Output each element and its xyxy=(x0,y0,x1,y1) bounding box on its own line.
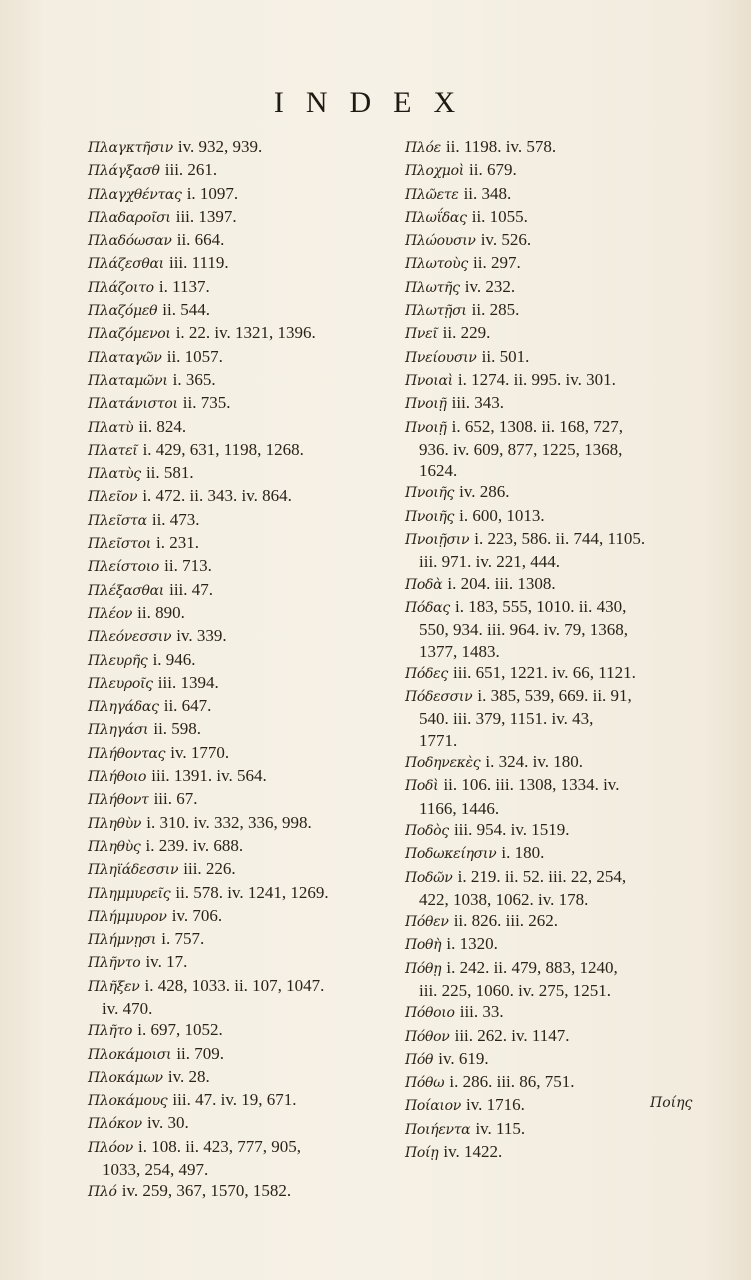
index-entry xyxy=(88,322,388,345)
index-entry xyxy=(88,742,388,765)
index-entry xyxy=(88,649,388,672)
index-entry xyxy=(88,392,388,415)
index-references: iii. 262. iv. 1147. xyxy=(454,1025,570,1045)
index-headword: Πόθον xyxy=(405,1028,450,1045)
index-references: i. 428, 1033. ii. 107, 1047. xyxy=(144,975,325,995)
index-headword: Ποδὶ xyxy=(405,778,439,795)
index-headword: Πλήθοντας xyxy=(88,745,166,762)
index-entry xyxy=(88,1019,388,1042)
index-entry xyxy=(88,788,388,811)
index-references: i. 180. xyxy=(501,843,545,863)
index-entry xyxy=(405,505,715,528)
index-entry xyxy=(88,765,388,788)
index-references: ii. 713. xyxy=(164,556,212,576)
index-references: ii. 664. xyxy=(176,230,225,250)
index-references: ii. 285. xyxy=(471,300,520,320)
index-headword: Ποδηνεκὲς xyxy=(405,755,481,772)
index-entry xyxy=(88,695,388,718)
index-references: iv. 526. xyxy=(480,230,532,250)
index-references: ii. 890. xyxy=(137,602,185,622)
index-headword: Ποδὸς xyxy=(405,822,449,839)
index-references: i. 183, 555, 1010. ii. 430, xyxy=(454,596,627,616)
index-references: iii. 1394. xyxy=(157,672,219,692)
index-headword: Πλό xyxy=(88,1184,117,1201)
index-column-right xyxy=(405,136,715,1164)
index-references: iii. 343. xyxy=(451,393,505,413)
index-headword: Πλάζεσθαι xyxy=(88,256,164,273)
index-entry xyxy=(88,439,388,462)
index-headword: Πλόον xyxy=(88,1139,133,1156)
index-headword: Πλῶετε xyxy=(405,186,459,203)
index-headword: Πλάγξασθ xyxy=(88,163,160,180)
index-entry xyxy=(88,183,388,206)
index-headword: Πόδες xyxy=(405,665,448,682)
index-references: i. 697, 1052. xyxy=(137,1020,223,1040)
index-headword: Πλαγκτῆσιν xyxy=(88,140,173,156)
index-references: i. 324. iv. 180. xyxy=(485,752,583,772)
index-references: i. 1274. ii. 995. iv. 301. xyxy=(457,369,616,389)
index-entry xyxy=(405,910,715,933)
index-references: ii. 598. xyxy=(153,719,202,739)
index-references: i. 365. xyxy=(172,369,216,389)
index-headword: Πόδας xyxy=(405,599,450,616)
index-references: ii. 709. xyxy=(176,1043,225,1063)
index-entry xyxy=(405,299,715,322)
index-references: iv. 1770. xyxy=(170,742,230,762)
index-entry xyxy=(88,625,388,648)
index-headword: Πνοιῇ xyxy=(405,419,447,436)
index-column-left xyxy=(88,136,388,1204)
index-entry xyxy=(405,842,715,865)
index-headword: Πλεῖον xyxy=(88,489,138,506)
index-headword: Πληϊάδεσσιν xyxy=(88,862,179,879)
index-headword: Πόθῃ xyxy=(405,960,442,977)
index-headword: Πλωτοὺς xyxy=(405,256,468,273)
index-references: i. 472. ii. 343. iv. 864. xyxy=(142,486,292,506)
index-continuation-line: 1377, 1483. xyxy=(419,641,500,661)
index-references: ii. 106. iii. 1308, 1334. iv. xyxy=(443,775,620,795)
index-entry xyxy=(88,905,388,928)
index-references: iv. 259, 367, 1570, 1582. xyxy=(121,1181,292,1201)
index-continuation-line: 422, 1038, 1062. iv. 178. xyxy=(419,889,589,909)
index-references: iii. 1119. xyxy=(168,253,229,273)
index-references: iv. 115. xyxy=(475,1118,526,1138)
index-references: i. 600, 1013. xyxy=(459,505,545,525)
index-continuation-line: 1166, 1446. xyxy=(419,798,500,818)
index-headword: Πλήμμυρον xyxy=(88,908,167,925)
index-entry xyxy=(88,462,388,485)
index-entry xyxy=(88,252,388,275)
index-entry xyxy=(405,957,715,980)
index-headword: Ποίαιον xyxy=(405,1098,461,1115)
index-references: iv. 932, 939. xyxy=(177,137,263,156)
index-headword: Πνοιῆς xyxy=(405,508,455,525)
index-headword: Πνοιῇ xyxy=(405,396,447,413)
index-headword: Πόδεσσιν xyxy=(405,689,473,706)
index-headword: Πληγάσι xyxy=(88,722,149,739)
index-headword: Πλαταμῶνι xyxy=(88,372,168,389)
index-references: i. 652, 1308. ii. 168, 727, xyxy=(451,416,624,436)
index-headword: Πληθὺν xyxy=(88,815,142,832)
index-entry xyxy=(88,136,388,159)
index-headword: Πλαζόμενοι xyxy=(88,326,171,343)
index-entry xyxy=(88,555,388,578)
index-headword: Πληγάδας xyxy=(88,699,159,716)
index-entry xyxy=(405,774,715,797)
index-headword: Πόθω xyxy=(405,1075,445,1092)
index-references: ii. 824. xyxy=(138,416,187,436)
index-references: ii. 348. xyxy=(463,183,512,203)
index-headword: Πληθὺς xyxy=(88,838,141,855)
index-references: ii. 1198. iv. 578. xyxy=(445,137,557,156)
catchword: Ποίης xyxy=(650,1095,693,1111)
index-headword: Πλωτῆς xyxy=(405,279,460,296)
index-headword: Ποδὰ xyxy=(405,576,443,593)
index-entry xyxy=(88,602,388,625)
index-headword: Πλατὺς xyxy=(88,466,141,483)
index-references: iii. 67. xyxy=(153,789,198,809)
index-references: ii. 1057. xyxy=(166,346,223,366)
index-headword: Πλώουσιν xyxy=(405,233,476,250)
index-entry xyxy=(405,229,715,252)
index-continuation-line: iv. 470. xyxy=(102,998,153,1018)
index-references: iv. 17. xyxy=(145,952,188,972)
index-entry xyxy=(88,718,388,741)
index-references: i. 242. ii. 479, 883, 1240, xyxy=(446,957,618,977)
index-entry xyxy=(405,662,715,685)
index-entry xyxy=(88,1136,388,1159)
index-references: iii. 1397. xyxy=(175,206,237,226)
index-references: i. 223, 586. ii. 744, 1105. xyxy=(474,529,646,549)
index-entry xyxy=(405,346,715,369)
running-head: INDEX xyxy=(273,86,478,119)
index-entry xyxy=(88,1089,388,1112)
index-references: i. 757. xyxy=(161,929,205,949)
index-entry xyxy=(405,1118,715,1141)
index-entry xyxy=(88,835,388,858)
index-entry xyxy=(405,1001,715,1024)
index-headword: Πλατὺ xyxy=(88,419,134,436)
index-headword: Ποδωκείησιν xyxy=(405,846,497,863)
index-headword: Πλεόνεσσιν xyxy=(88,629,172,646)
index-entry xyxy=(405,573,715,596)
index-references: iv. 1716. xyxy=(466,1095,525,1115)
index-references: ii. 735. xyxy=(182,393,231,413)
index-entry xyxy=(88,485,388,508)
index-continuation-line: 540. iii. 379, 1151. iv. 43, xyxy=(419,709,594,729)
index-headword: Πλευρῆς xyxy=(88,652,148,669)
index-references: i. 1320. xyxy=(446,934,498,954)
index-entry xyxy=(405,322,715,345)
index-references: iv. 232. xyxy=(464,276,516,296)
index-entry xyxy=(405,416,715,439)
index-entry xyxy=(88,416,388,439)
index-entry xyxy=(405,252,715,275)
index-headword: Πλαδόωσαν xyxy=(88,233,172,250)
index-references: i. 239. iv. 688. xyxy=(145,835,244,855)
index-references: ii. 647. xyxy=(163,696,212,716)
index-headword: Πνοιῆς xyxy=(405,485,455,502)
index-headword: Πνοιῇσιν xyxy=(405,532,470,549)
index-references: iii. 954. iv. 1519. xyxy=(453,819,570,839)
index-headword: Πλεῖστοι xyxy=(88,536,151,553)
index-entry xyxy=(88,951,388,974)
index-references: ii. 544. xyxy=(162,300,210,320)
index-headword: Πλήθοιο xyxy=(88,769,147,786)
index-headword: Πλωΐδας xyxy=(405,209,467,226)
index-references: iii. 33. xyxy=(459,1002,504,1022)
index-references: i. 429, 631, 1198, 1268. xyxy=(142,439,304,459)
index-headword: Πλάζοιτο xyxy=(88,279,154,296)
index-continuation-line: 1033, 254, 497. xyxy=(102,1160,209,1180)
index-entry xyxy=(88,206,388,229)
index-entry xyxy=(88,858,388,881)
index-headword: Πνείουσιν xyxy=(405,349,477,366)
index-entry xyxy=(88,299,388,322)
index-references: iv. 706. xyxy=(171,905,223,925)
index-headword: Πόθεν xyxy=(405,914,449,931)
index-entry xyxy=(88,532,388,555)
index-entry xyxy=(88,509,388,532)
index-headword: Πλόε xyxy=(405,140,441,156)
index-entry xyxy=(88,276,388,299)
index-continuation-line: 1624. xyxy=(419,461,458,481)
index-headword: Πλαδαροῖσι xyxy=(88,209,171,226)
index-references: i. 231. xyxy=(156,533,199,553)
index-entry xyxy=(88,229,388,252)
index-headword: Ποίῃ xyxy=(405,1145,439,1162)
index-headword: Πλοχμοὶ xyxy=(405,163,464,180)
index-entry xyxy=(405,481,715,504)
index-entry xyxy=(405,819,715,842)
index-headword: Ποθὴ xyxy=(405,937,442,954)
index-entry xyxy=(405,751,715,774)
index-headword: Πόθοιο xyxy=(405,1005,455,1022)
index-references: ii. 473. xyxy=(151,509,200,529)
index-continuation-line: 1771. xyxy=(419,730,458,750)
index-headword: Ποδῶν xyxy=(405,869,453,886)
index-headword: Πλαγχθέντας xyxy=(88,186,182,203)
index-references: i. 286. iii. 86, 751. xyxy=(449,1072,575,1092)
index-headword: Πλέξασθαι xyxy=(88,582,164,599)
index-headword: Πλατάνιστοι xyxy=(88,396,178,413)
index-headword: Πλήθοντ xyxy=(88,792,149,809)
index-headword: Πνεῖ xyxy=(405,326,438,343)
index-entry xyxy=(405,159,715,182)
index-entry xyxy=(405,1048,715,1071)
index-headword: Πλοκάμοισι xyxy=(88,1046,172,1063)
index-headword: Πλημμυρεῖς xyxy=(88,885,171,902)
index-entry xyxy=(405,1071,715,1094)
index-references: iv. 1422. xyxy=(443,1142,503,1162)
index-references: i. 310. iv. 332, 336, 998. xyxy=(146,812,312,832)
index-references: ii. 1055. xyxy=(471,206,528,226)
index-entry xyxy=(88,346,388,369)
index-headword: Πλατεῖ xyxy=(88,442,138,459)
index-references: ii. 826. iii. 262. xyxy=(453,911,559,931)
index-headword: Πόθ xyxy=(405,1051,434,1068)
index-references: ii. 581. xyxy=(145,463,194,483)
index-entry xyxy=(405,369,715,392)
index-references: ii. 501. xyxy=(481,346,530,366)
index-continuation-line: 936. iv. 609, 877, 1225, 1368, xyxy=(419,439,623,459)
index-entry xyxy=(88,882,388,905)
index-entry xyxy=(88,1066,388,1089)
index-entry xyxy=(88,928,388,951)
index-headword: Πλῆξεν xyxy=(88,978,140,995)
index-entry xyxy=(88,1112,388,1135)
index-references: ii. 679. xyxy=(469,160,517,180)
index-references: iii. 47. xyxy=(169,579,214,599)
index-references: iv. 30. xyxy=(146,1113,189,1133)
index-references: iii. 47. iv. 19, 671. xyxy=(172,1090,297,1110)
index-headword: Πλαταγῶν xyxy=(88,349,162,366)
index-entry xyxy=(405,136,715,159)
index-entry xyxy=(88,579,388,602)
index-entry xyxy=(88,1043,388,1066)
index-continuation-line: iii. 971. iv. 221, 444. xyxy=(419,552,561,572)
index-references: i. 22. iv. 1321, 1396. xyxy=(175,323,316,343)
index-headword: Πλῆτο xyxy=(88,1023,133,1040)
index-entry xyxy=(88,812,388,835)
index-entry xyxy=(405,183,715,206)
index-entry xyxy=(405,528,715,551)
index-entry xyxy=(405,933,715,956)
index-headword: Πλοκάμων xyxy=(88,1069,163,1086)
index-entry xyxy=(88,159,388,182)
index-references: iv. 286. xyxy=(459,482,510,502)
index-entry xyxy=(405,1025,715,1048)
index-entry xyxy=(405,685,715,708)
index-headword: Ποιήεντα xyxy=(405,1121,471,1138)
index-references: iii. 651, 1221. iv. 66, 1121. xyxy=(453,662,636,682)
index-entry xyxy=(88,369,388,392)
index-headword: Πλῆντο xyxy=(88,955,141,972)
index-headword: Πλευροῖς xyxy=(88,675,153,692)
index-entry xyxy=(88,1180,388,1203)
index-headword: Πλαζόμεθ xyxy=(88,303,158,320)
index-entry xyxy=(405,276,715,299)
index-references: i. 219. ii. 52. iii. 22, 254, xyxy=(457,866,627,886)
index-references: i. 1137. xyxy=(158,276,210,296)
index-entry xyxy=(405,1141,715,1164)
index-references: ii. 578. iv. 1241, 1269. xyxy=(175,882,329,902)
index-references: ii. 229. xyxy=(442,323,491,343)
index-references: iv. 28. xyxy=(167,1066,210,1086)
index-headword: Πλέον xyxy=(88,605,133,622)
index-references: i. 946. xyxy=(152,649,196,669)
index-headword: Πλοκάμους xyxy=(88,1093,168,1110)
index-headword: Πλόκον xyxy=(88,1116,142,1133)
index-references: iv. 339. xyxy=(176,626,227,646)
index-headword: Πλήμνῃσι xyxy=(88,932,157,949)
index-headword: Πλείστοιο xyxy=(88,559,160,576)
index-entry xyxy=(405,392,715,415)
index-references: i. 204. iii. 1308. xyxy=(447,573,556,593)
index-headword: Πλεῖστα xyxy=(88,512,147,529)
index-entry xyxy=(88,672,388,695)
index-headword: Πνοιαὶ xyxy=(405,372,453,389)
index-references: iv. 619. xyxy=(438,1048,489,1068)
index-references: iii. 1391. iv. 564. xyxy=(151,766,267,786)
index-continuation-line: iii. 225, 1060. iv. 275, 1251. xyxy=(419,980,612,1000)
index-references: i. 385, 539, 669. ii. 91, xyxy=(477,686,632,706)
index-headword: Πλωτῇσι xyxy=(405,303,467,320)
index-references: iii. 226. xyxy=(183,859,236,879)
index-references: i. 1097. xyxy=(186,183,239,203)
index-references: iii. 261. xyxy=(164,160,218,180)
index-entry xyxy=(405,206,715,229)
index-entry xyxy=(405,866,715,889)
index-references: ii. 297. xyxy=(473,253,521,273)
index-entry xyxy=(405,596,715,619)
index-references: i. 108. ii. 423, 777, 905, xyxy=(138,1136,301,1156)
index-entry xyxy=(88,975,388,998)
index-continuation-line: 550, 934. iii. 964. iv. 79, 1368, xyxy=(419,620,629,640)
